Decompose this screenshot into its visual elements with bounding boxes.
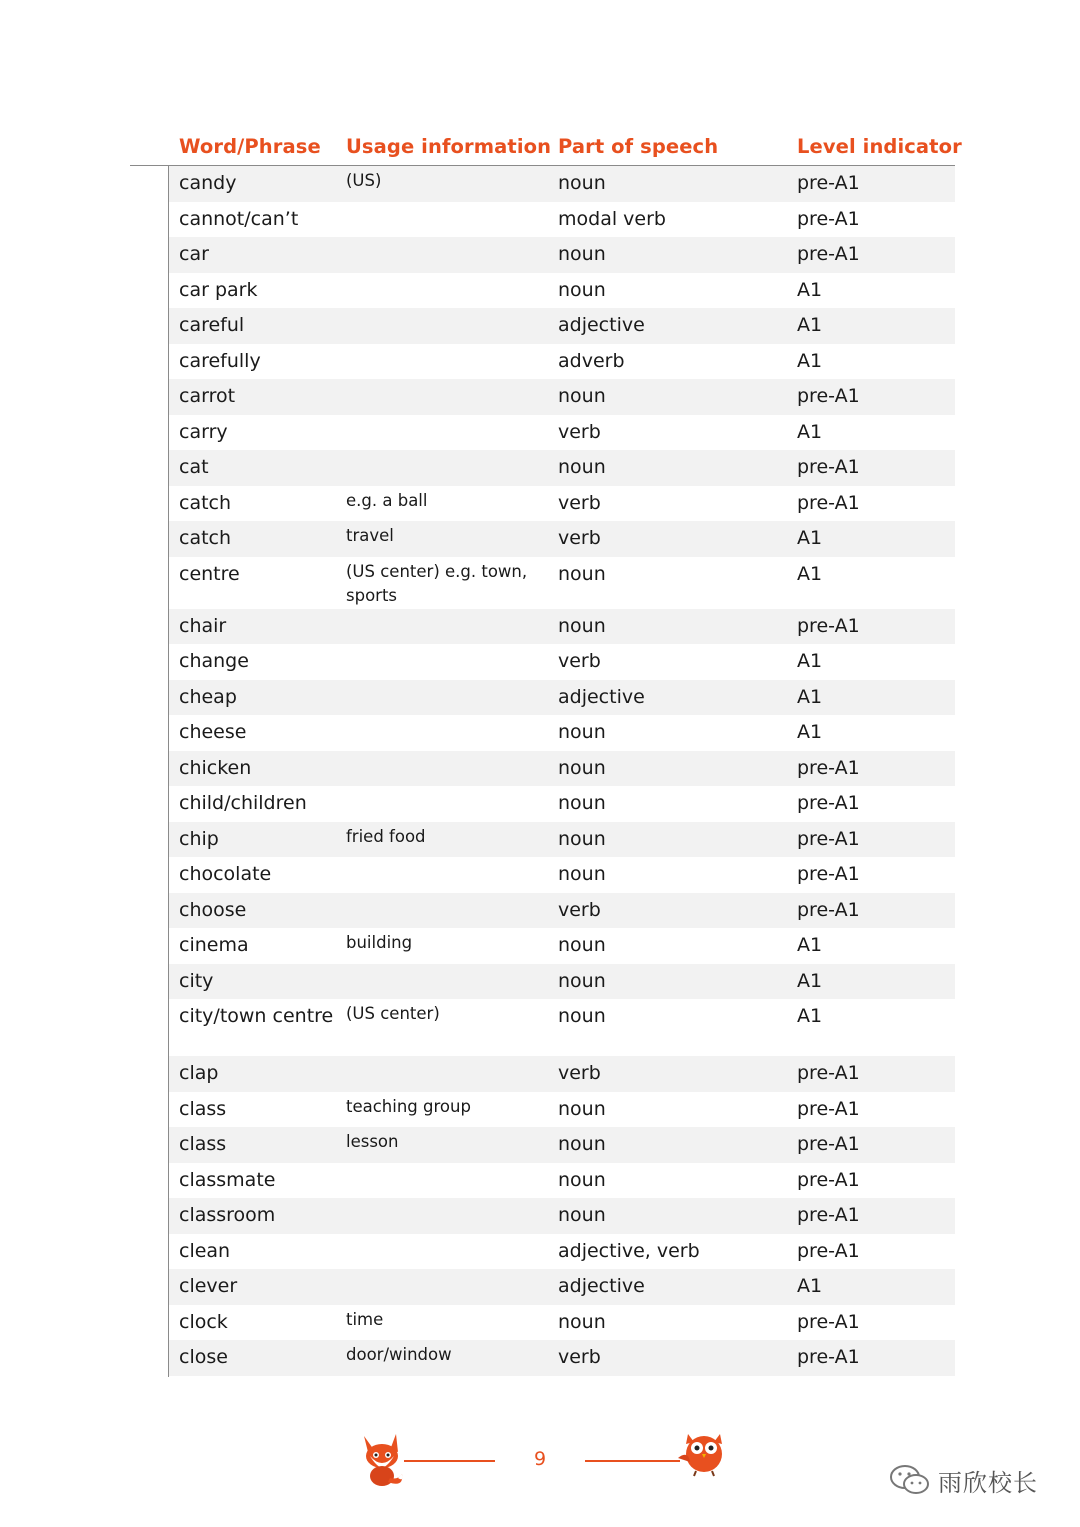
- cell-word: classmate: [179, 1168, 276, 1191]
- cell-level: pre-A1: [797, 898, 860, 921]
- cell-word: change: [179, 650, 249, 672]
- cell-usage: (US): [346, 171, 382, 190]
- cell-word: chip: [179, 827, 219, 850]
- table-row: [169, 308, 955, 344]
- cell-part-of-speech: adjective, verb: [558, 1239, 700, 1262]
- cell-word: classroom: [179, 1204, 276, 1226]
- cell-level: pre-A1: [797, 1204, 860, 1226]
- cell-part-of-speech: noun: [558, 969, 606, 992]
- cell-part-of-speech: modal verb: [558, 207, 666, 230]
- cell-level: pre-A1: [797, 491, 860, 514]
- cell-level: A1: [797, 1275, 823, 1297]
- cell-level: pre-A1: [797, 756, 860, 779]
- cell-level: pre-A1: [797, 614, 860, 637]
- footer-rule-right: [585, 1460, 680, 1462]
- cell-part-of-speech: adjective: [558, 685, 645, 708]
- cell-part-of-speech: noun: [558, 721, 606, 743]
- cell-usage: e.g. a ball: [346, 490, 428, 510]
- cell-word: chair: [179, 614, 227, 637]
- table-header: [130, 131, 962, 166]
- cell-part-of-speech: noun: [558, 562, 606, 585]
- cell-part-of-speech: noun: [558, 863, 606, 885]
- cell-level: pre-A1: [797, 1062, 860, 1084]
- cell-word: choose: [179, 898, 247, 921]
- wechat-icon: [888, 1463, 932, 1497]
- cell-word: centre: [179, 562, 240, 585]
- cell-word: class: [179, 1133, 227, 1155]
- table-row: [169, 1056, 955, 1092]
- cell-level: pre-A1: [797, 827, 860, 850]
- cell-level: A1: [797, 969, 823, 992]
- header-level: Level indicator: [797, 135, 962, 158]
- footer-rule-left: [404, 1460, 495, 1462]
- table-row: [169, 1092, 955, 1128]
- table-row: [169, 166, 955, 202]
- table-row: [169, 751, 955, 787]
- table-row: [169, 521, 955, 557]
- cell-level: A1: [797, 934, 823, 956]
- cell-level: pre-A1: [797, 863, 860, 885]
- cell-word: catch: [179, 527, 232, 549]
- cell-word: clean: [179, 1239, 231, 1262]
- fox-icon: [358, 1430, 408, 1488]
- cell-word: car park: [179, 278, 258, 301]
- cell-part-of-speech: verb: [558, 650, 601, 672]
- cell-level: pre-A1: [797, 207, 860, 230]
- table-row: [169, 486, 955, 522]
- table-row: [169, 786, 955, 822]
- cell-level: pre-A1: [797, 1168, 860, 1191]
- table-row: [169, 379, 955, 415]
- cell-word: candy: [179, 172, 237, 194]
- cell-level: pre-A1: [797, 1346, 860, 1368]
- cell-word: chocolate: [179, 863, 272, 885]
- page-number: 9: [533, 1448, 547, 1470]
- cell-part-of-speech: noun: [558, 614, 606, 637]
- cell-level: A1: [797, 278, 823, 301]
- cell-part-of-speech: noun: [558, 385, 606, 407]
- cell-part-of-speech: verb: [558, 420, 601, 443]
- cell-level: A1: [797, 685, 823, 708]
- cell-level: A1: [797, 721, 823, 743]
- watermark-text: 雨欣校长: [938, 1468, 1038, 1497]
- cell-word: cheap: [179, 685, 237, 708]
- cell-part-of-speech: noun: [558, 243, 606, 265]
- cell-usage: (US center) e.g. town, sports: [346, 561, 528, 605]
- table-row: [169, 928, 955, 964]
- cell-part-of-speech: noun: [558, 1204, 606, 1226]
- cell-part-of-speech: noun: [558, 1133, 606, 1155]
- table-row: [169, 609, 955, 645]
- cell-word: careful: [179, 314, 245, 336]
- cell-part-of-speech: noun: [558, 456, 606, 478]
- owl-icon: [674, 1428, 730, 1478]
- cell-word: cat: [179, 456, 209, 478]
- cell-level: pre-A1: [797, 1133, 860, 1155]
- cell-usage: time: [346, 1309, 384, 1329]
- cell-part-of-speech: noun: [558, 1005, 606, 1027]
- cell-part-of-speech: adjective: [558, 1275, 645, 1297]
- cell-level: A1: [797, 527, 823, 549]
- cell-level: A1: [797, 314, 823, 336]
- cell-part-of-speech: adverb: [558, 349, 625, 372]
- cell-part-of-speech: noun: [558, 756, 606, 779]
- cell-level: pre-A1: [797, 1097, 860, 1120]
- cell-word: clock: [179, 1310, 228, 1333]
- cell-word: cannot/can’t: [179, 207, 299, 230]
- cell-part-of-speech: noun: [558, 827, 606, 850]
- cell-word: child/children: [179, 792, 307, 814]
- table-body: [169, 166, 955, 1376]
- table-row: [169, 1163, 955, 1199]
- cell-level: A1: [797, 1005, 823, 1027]
- cell-word: catch: [179, 491, 232, 514]
- cell-word: carrot: [179, 385, 236, 407]
- cell-word: class: [179, 1097, 227, 1120]
- cell-level: pre-A1: [797, 456, 860, 478]
- cell-level: A1: [797, 562, 823, 585]
- cell-part-of-speech: noun: [558, 1310, 606, 1333]
- table-row: [169, 680, 955, 716]
- table-row: [169, 893, 955, 929]
- table-row: [169, 857, 955, 893]
- cell-level: pre-A1: [797, 1310, 860, 1333]
- cell-level: A1: [797, 349, 823, 372]
- table-row: [169, 999, 955, 1056]
- cell-word: close: [179, 1346, 228, 1368]
- cell-level: A1: [797, 650, 823, 672]
- cell-part-of-speech: noun: [558, 172, 606, 194]
- table-row: [169, 715, 955, 751]
- cell-usage: fried food: [346, 826, 426, 846]
- cell-level: A1: [797, 420, 823, 443]
- cell-part-of-speech: verb: [558, 1062, 601, 1084]
- cell-level: pre-A1: [797, 792, 860, 814]
- cell-part-of-speech: adjective: [558, 314, 645, 336]
- cell-usage: building: [346, 933, 413, 952]
- cell-part-of-speech: noun: [558, 792, 606, 814]
- cell-part-of-speech: noun: [558, 278, 606, 301]
- cell-part-of-speech: verb: [558, 491, 601, 514]
- cell-part-of-speech: verb: [558, 527, 601, 549]
- header-part-of-speech: Part of speech: [558, 135, 719, 158]
- cell-level: pre-A1: [797, 172, 860, 194]
- cell-word: carefully: [179, 349, 261, 372]
- cell-word: car: [179, 243, 209, 265]
- cell-part-of-speech: verb: [558, 1346, 601, 1368]
- cell-level: pre-A1: [797, 385, 860, 407]
- table-row: [169, 1234, 955, 1270]
- table-row: [169, 202, 955, 238]
- cell-usage: lesson: [346, 1132, 399, 1151]
- cell-level: pre-A1: [797, 1239, 860, 1262]
- cell-level: pre-A1: [797, 243, 860, 265]
- cell-usage: teaching group: [346, 1096, 471, 1116]
- cell-word: cheese: [179, 721, 247, 743]
- cell-part-of-speech: noun: [558, 934, 606, 956]
- cell-word: clever: [179, 1275, 238, 1297]
- table-row: [169, 415, 955, 451]
- cell-part-of-speech: noun: [558, 1097, 606, 1120]
- table-row: [169, 344, 955, 380]
- cell-part-of-speech: verb: [558, 898, 601, 921]
- table-row: [169, 1269, 955, 1305]
- cell-word: city/town centre: [179, 1005, 334, 1027]
- table-row: [169, 1340, 955, 1376]
- table-row: [169, 273, 955, 309]
- header-word: Word/Phrase: [179, 135, 321, 158]
- table-row: [169, 557, 955, 609]
- table-row: [169, 1127, 955, 1163]
- cell-usage: travel: [346, 526, 394, 545]
- cell-word: cinema: [179, 934, 249, 956]
- cell-word: carry: [179, 420, 228, 443]
- table-row: [169, 450, 955, 486]
- table-row: [169, 1305, 955, 1341]
- table-row: [169, 644, 955, 680]
- table-row: [169, 964, 955, 1000]
- cell-part-of-speech: noun: [558, 1168, 606, 1191]
- cell-word: city: [179, 969, 214, 992]
- table-row: [169, 1198, 955, 1234]
- cell-usage: (US center): [346, 1004, 440, 1023]
- cell-word: chicken: [179, 756, 252, 779]
- table-row: [169, 237, 955, 273]
- header-usage: Usage information: [346, 135, 552, 158]
- cell-usage: door/window: [346, 1345, 452, 1364]
- cell-word: clap: [179, 1062, 219, 1084]
- watermark: [888, 1462, 1038, 1498]
- table-row: [169, 822, 955, 858]
